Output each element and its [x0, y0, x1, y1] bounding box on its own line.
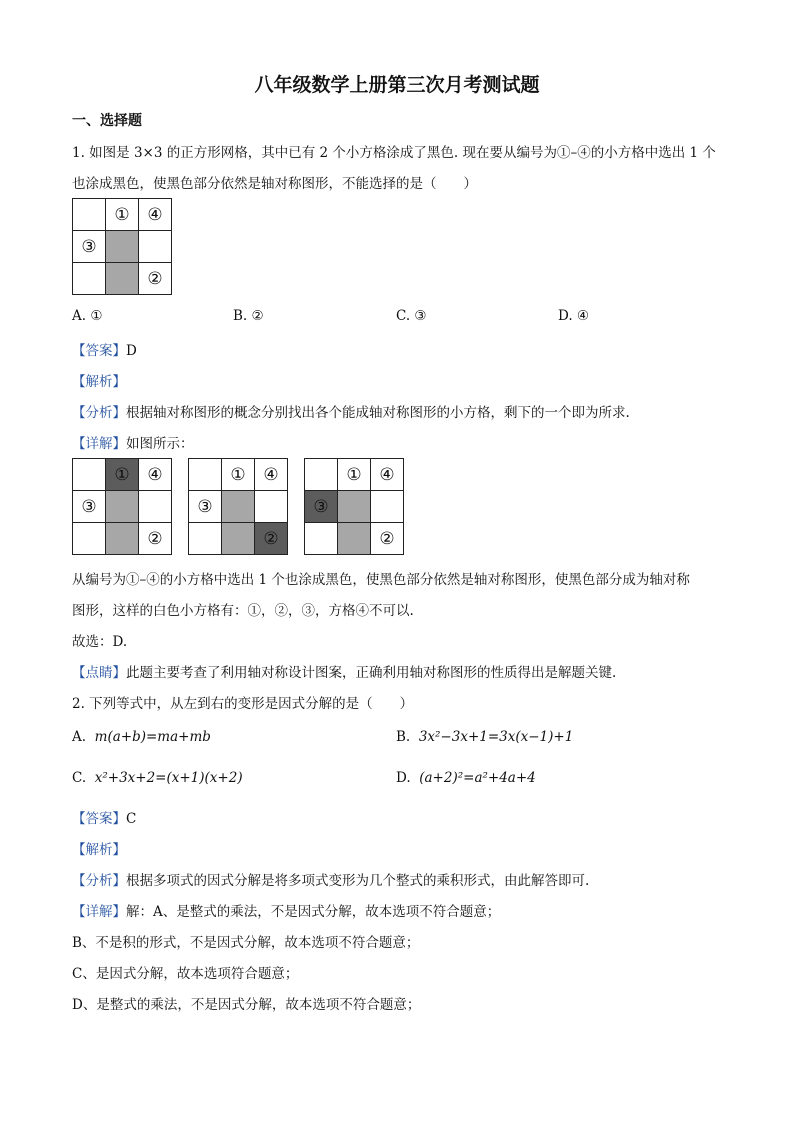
- fenxi-text: 根据多项式的因式分解是将多项式变形为几个整式的乘积形式，由此解答即可.: [126, 873, 590, 889]
- q1-option-a: A. ①: [72, 308, 103, 324]
- option-label: D.: [396, 770, 411, 786]
- q2-analysis-tag: 【解析】: [72, 842, 126, 858]
- q1-option-b: B. ②: [233, 308, 264, 324]
- option-expr: 3x²−3x+1=3x(x−1)+1: [418, 729, 574, 745]
- grid-cell-4: ④: [371, 459, 404, 491]
- option-expr: (a+2)²=a²+4a+4: [419, 770, 536, 786]
- xiangjie-text: 如图所示：: [126, 436, 194, 452]
- fenxi-tag: 【分析】: [72, 873, 126, 889]
- q1-stem-line1: 1. 如图是 3×3 的正方形网格，其中已有 2 个小方格涂成了黑色. 现在要从编号为①–④的小方格中选出 1 个: [72, 145, 716, 161]
- q1-option-c: C. ③: [396, 308, 427, 324]
- q1-answer: [72, 339, 137, 359]
- xiangjie-tag: 【详解】: [72, 436, 126, 452]
- q2-option-d: [396, 770, 536, 786]
- q1-solution-grid-1: [72, 458, 172, 555]
- q1-grid: [72, 198, 172, 295]
- q1-analysis-tag: 【解析】: [72, 374, 126, 390]
- q1-solution-grid-2: [188, 458, 288, 555]
- option-expr: x²+3x+2=(x+1)(x+2): [94, 770, 243, 786]
- dianjing-tag: 【点睛】: [72, 665, 126, 681]
- q2-line-d: D、是整式的乘法，不是因式分解，故本选项不符合题意；: [72, 997, 421, 1013]
- q2-line-b: B、不是积的形式，不是因式分解，故本选项不符合题意；: [72, 935, 420, 951]
- q2-stem: 2. 下列等式中，从左到右的变形是因式分解的是（ ）: [72, 696, 414, 712]
- option-label: C.: [72, 770, 87, 786]
- grid-cell-4: ④: [255, 459, 288, 491]
- grid-cell-3: ③: [189, 491, 222, 523]
- grid-cell-4: ④: [139, 459, 172, 491]
- q1-dianjing: [72, 661, 616, 681]
- option-label: A.: [72, 729, 87, 745]
- q2-option-b: [396, 729, 573, 745]
- page-title: 八年级数学上册第三次月考测试题: [254, 74, 540, 96]
- grid-cell-2: ②: [139, 523, 172, 555]
- q2-fenxi: [72, 869, 589, 889]
- xiangjie-text: 解：A、是整式的乘法，不是因式分解，故本选项不符合题意；: [126, 904, 501, 920]
- q1-stem-line2: 也涂成黑色，使黑色部分依然是轴对称图形，不能选择的是（ ）: [72, 176, 477, 192]
- section-heading: 一、选择题: [72, 113, 142, 129]
- answer-tag: 【答案】: [72, 343, 126, 359]
- answer-value: C: [126, 811, 137, 827]
- q1-option-d: D. ④: [558, 308, 590, 324]
- grid-cell-2: ②: [139, 263, 172, 295]
- grid-cell-1: ①: [106, 199, 139, 231]
- grid-cell-1: ①: [106, 459, 139, 491]
- grid-cell-3: ③: [305, 491, 338, 523]
- q2-answer: [72, 807, 136, 827]
- q2-xiangjie: [72, 900, 500, 920]
- grid-cell-1: ①: [338, 459, 371, 491]
- dianjing-text: 此题主要考查了利用轴对称设计图案，正确利用轴对称图形的性质得出是解题关键.: [126, 665, 617, 681]
- q1-explain-line2: 图形，这样的白色小方格有：①，②，③，方格④不可以.: [72, 603, 414, 619]
- xiangjie-tag: 【详解】: [72, 904, 126, 920]
- option-label: B.: [396, 729, 411, 745]
- grid-cell-3: ③: [73, 491, 106, 523]
- q1-xiangjie: [72, 432, 194, 452]
- grid-cell-4: ④: [139, 199, 172, 231]
- grid-cell-2: ②: [255, 523, 288, 555]
- q2-option-c: [72, 770, 243, 786]
- q1-fenxi: [72, 401, 630, 421]
- grid-cell-1: ①: [222, 459, 255, 491]
- fenxi-tag: 【分析】: [72, 405, 126, 421]
- q2-line-c: C、是因式分解，故本选项符合题意；: [72, 966, 299, 982]
- answer-tag: 【答案】: [72, 811, 126, 827]
- answer-value: D: [126, 343, 137, 359]
- q1-solution-grid-3: [304, 458, 404, 555]
- q2-option-a: [72, 729, 211, 745]
- option-expr: m(a+b)=ma+mb: [94, 729, 211, 745]
- fenxi-text: 根据轴对称图形的概念分别找出各个能成轴对称图形的小方格，剩下的一个即为所求.: [126, 405, 630, 421]
- grid-cell-3: ③: [73, 231, 106, 263]
- q1-choose: 故选：D.: [72, 634, 128, 650]
- grid-cell-2: ②: [371, 523, 404, 555]
- q1-explain-line1: 从编号为①–④的小方格中选出 1 个也涂成黑色，使黑色部分依然是轴对称图形，使黑色部分成为轴对称: [72, 572, 690, 588]
